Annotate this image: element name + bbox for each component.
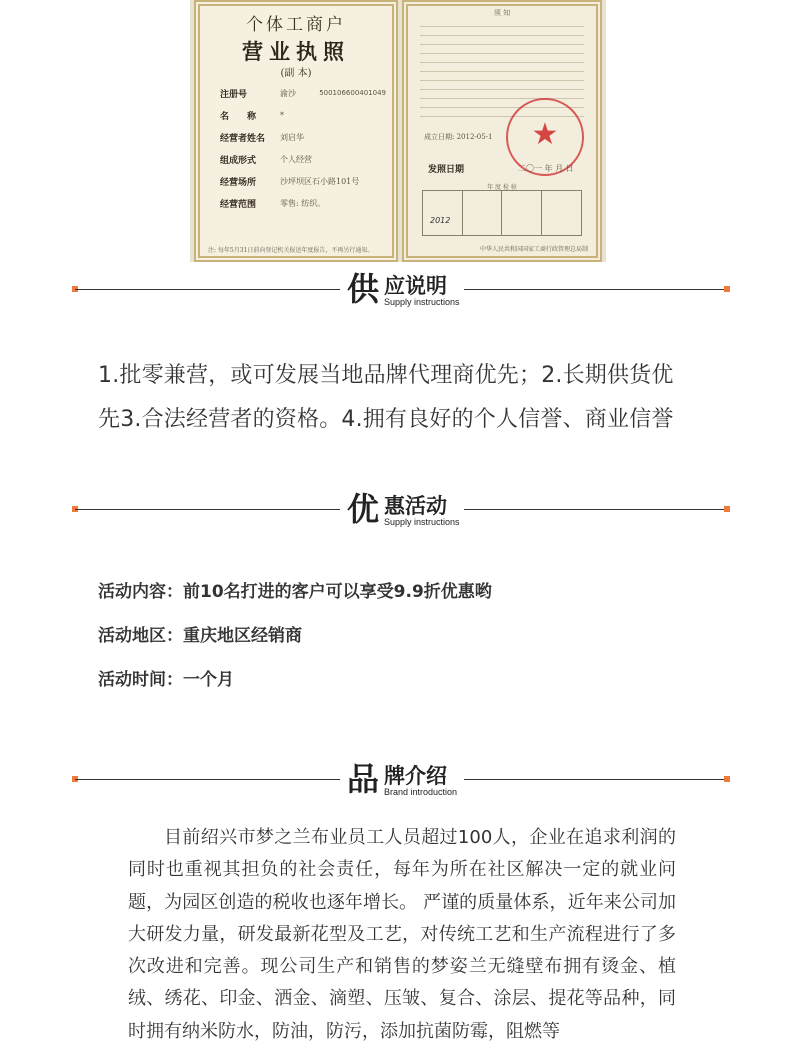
promo-content: 活动内容：前10名打进的客户可以享受9.9折优惠哟 — [98, 582, 492, 602]
license-field-label: 名 称 — [220, 111, 257, 122]
license-title-line1: 个体工商户 — [246, 15, 346, 35]
license-field-value: 沙坪坝区石小路101号 — [280, 176, 360, 186]
license-field-label: 组成形式 — [220, 155, 257, 166]
license-registration-number: 500106600401049 — [319, 89, 386, 97]
supply-text-line: 1.批零兼营，或可发展当地品牌代理商优先；2.长期供货优 — [98, 363, 674, 388]
supply-text-line: 先3.合法经营者的资格。4.拥有良好的个人信誉、商业信誉 — [98, 407, 674, 432]
annual-inspection-mark: 2012 — [430, 216, 451, 225]
license-row — [220, 170, 386, 192]
license-footnote: 注: 每年5月31日前向登记机关报送年度报告，不再另行通知。 — [208, 247, 374, 254]
header-title-rest: 惠活动 — [384, 494, 447, 518]
license-field-value: 刘启华 — [280, 132, 304, 142]
issuing-authority: 中华人民共和国国家工商行政管理总局制 — [479, 246, 588, 253]
header-title — [347, 270, 472, 310]
header-right-dot — [724, 506, 730, 512]
license-title-line2: 营业执照 — [242, 39, 350, 64]
license-back-page — [402, 0, 602, 262]
header-right-dot — [724, 776, 730, 782]
header-title — [347, 760, 472, 800]
license-row — [220, 148, 386, 170]
header-english-subtitle: Supply instructions — [384, 517, 460, 527]
brand-introduction-text: 目前绍兴市梦之兰布业员工人员超过100人，企业在追求利润的同时也重视其担负的社会责任，每年为所在社区解决一定的就业问题，为园区创造的税收也逐年增长。 严谨的质量体系，近年来公司加大研发力量，研发最新花型及工艺，对传统工艺和生产流程进行了多次改进和完善。现公司生产和销售的梦姿兰无缝壁布拥有烫金、植绒、绣花、印金、洒金、滴塑、压皱、复合、涂层、提花等品种，同时拥有纳米防水，防油，防污，添加抗菌防霉，阻燃等 — [128, 827, 676, 1042]
header-title-rest: 应说明 — [384, 274, 447, 298]
section-header-brand — [72, 760, 730, 800]
annual-inspection-title: 年 度 检 验 — [487, 184, 517, 191]
issue-date-label: 发照日期 — [428, 165, 465, 175]
header-title-first-char: 优 — [347, 490, 380, 528]
seal-star-icon: ★ — [531, 117, 559, 152]
license-field-value: 零售: 纺织。 — [280, 198, 326, 208]
header-right-rule — [464, 779, 727, 780]
promo-duration: 活动时间：一个月 — [98, 670, 234, 690]
header-english-subtitle: Supply instructions — [384, 297, 460, 307]
header-title-rest: 牌介绍 — [384, 764, 447, 788]
license-field-value: 渝沙 — [280, 88, 296, 98]
license-field-value: * — [280, 110, 284, 120]
header-left-rule — [75, 509, 340, 510]
header-title — [347, 490, 472, 530]
license-field-value: 个人经营 — [280, 154, 312, 164]
license-row — [220, 192, 386, 214]
license-row — [220, 104, 386, 126]
header-title-first-char: 供 — [347, 270, 380, 308]
license-field-label: 注册号 — [220, 89, 248, 100]
license-field-label: 经营者姓名 — [220, 133, 266, 144]
header-title-first-char: 品 — [347, 760, 380, 798]
license-row — [220, 126, 386, 148]
section-header-promotion — [72, 490, 730, 530]
header-right-rule — [464, 289, 727, 290]
license-front-page — [194, 0, 398, 262]
issue-date-value: 二〇一 年 月 日 — [518, 164, 574, 173]
license-field-label: 经营场所 — [220, 177, 257, 188]
supply-instructions-text — [98, 354, 723, 442]
annual-inspection-table — [422, 190, 582, 236]
license-fields — [220, 82, 386, 214]
header-right-dot — [724, 286, 730, 292]
license-field-label: 经营范围 — [220, 199, 257, 210]
section-header-supply — [72, 270, 730, 310]
promo-region: 活动地区：重庆地区经销商 — [98, 626, 302, 646]
header-left-rule — [75, 779, 340, 780]
license-row — [220, 82, 386, 104]
business-license-photo — [190, 0, 606, 262]
header-left-rule — [75, 289, 340, 290]
established-date: 成立日期: 2012-05-1 — [424, 133, 493, 141]
notice-heading: 须 知 — [493, 9, 511, 17]
header-english-subtitle: Brand introduction — [384, 787, 458, 797]
header-right-rule — [464, 509, 727, 510]
license-subtitle: (副 本) — [280, 68, 312, 79]
